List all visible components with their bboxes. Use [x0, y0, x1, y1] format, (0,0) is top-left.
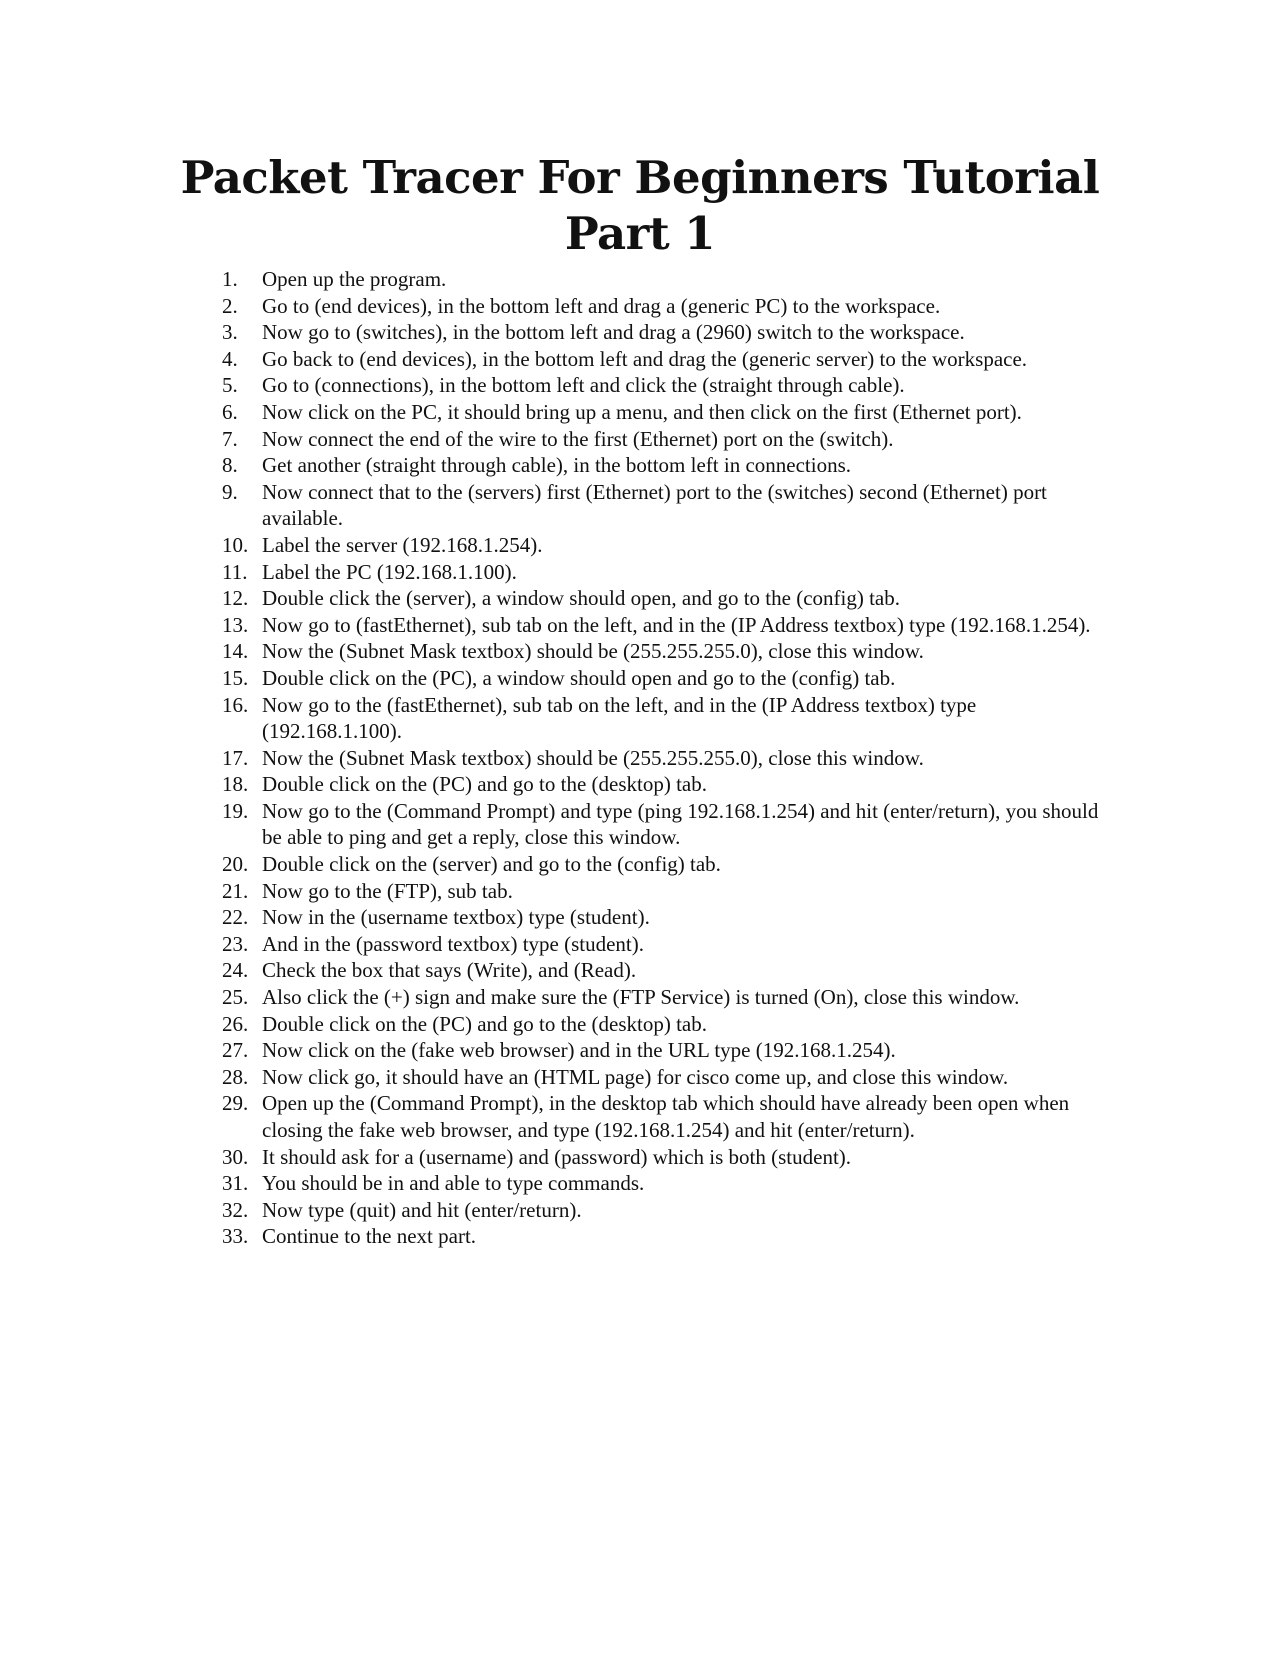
- step-number: 8.: [222, 453, 238, 478]
- step-number: 28.: [222, 1064, 249, 1089]
- step-text: Go to (connections), in the bottom left and click the (straight through cable).: [262, 373, 905, 398]
- step-text: Now go to the (Command Prompt) and type (ping 192.168.1.254) and hit (enter/return), you should be able to ping and get a reply, close this window.: [262, 798, 1099, 850]
- step-number: 12.: [222, 586, 249, 611]
- list-item: [222, 1144, 1102, 1171]
- step-text: You should be in and able to type commands.: [262, 1171, 645, 1196]
- list-item: [222, 346, 1102, 373]
- step-text: Check the box that says (Write), and (Read).: [262, 958, 637, 983]
- step-text: Now go to (switches), in the bottom left and drag a (2960) switch to the workspace.: [262, 320, 965, 345]
- step-text: Go back to (end devices), in the bottom left and drag the (generic server) to the workspace.: [262, 346, 1028, 371]
- list-item: [222, 1011, 1102, 1038]
- step-text: It should ask for a (username) and (password) which is both (student).: [262, 1144, 852, 1169]
- list-item: [222, 1037, 1102, 1064]
- step-number: 20.: [222, 852, 249, 877]
- list-item: [222, 638, 1102, 665]
- list-item: [222, 319, 1102, 346]
- list-item: [222, 798, 1102, 851]
- step-number: 21.: [222, 878, 249, 903]
- list-item: [222, 452, 1102, 479]
- step-number: 9.: [222, 479, 238, 504]
- step-text: Open up the program.: [262, 267, 447, 291]
- list-item: [222, 479, 1102, 532]
- page-title: [140, 150, 1140, 262]
- step-number: 14.: [222, 639, 249, 664]
- step-text: Double click on the (PC), a window should open and go to the (config) tab.: [262, 665, 896, 690]
- list-item: [222, 1197, 1102, 1224]
- list-item: [222, 957, 1102, 984]
- step-text: Double click on the (server) and go to the (config) tab.: [262, 852, 721, 877]
- step-text: Label the server (192.168.1.254).: [262, 532, 543, 557]
- step-text: Continue to the next part.: [262, 1224, 477, 1249]
- step-number: 24.: [222, 958, 249, 983]
- list-item: [222, 665, 1102, 692]
- step-number: 13.: [222, 612, 249, 637]
- list-item: [222, 904, 1102, 931]
- step-number: 18.: [222, 772, 249, 797]
- step-number: 29.: [222, 1091, 249, 1116]
- step-text: Now connect that to the (servers) first (Ethernet) port to the (switches) second (Ethernet) port available.: [262, 479, 1047, 531]
- list-item: [222, 851, 1102, 878]
- step-number: 6.: [222, 399, 238, 424]
- list-item: [222, 372, 1102, 399]
- step-number: 26.: [222, 1011, 249, 1036]
- list-item: [222, 612, 1102, 639]
- list-item: [222, 1223, 1102, 1250]
- step-number: 11.: [222, 559, 248, 584]
- list-item: [222, 878, 1102, 905]
- step-text: Also click the (+) sign and make sure the (FTP Service) is turned (On), close this window.: [262, 985, 1020, 1010]
- step-number: 2.: [222, 293, 238, 318]
- step-text: Double click the (server), a window should open, and go to the (config) tab.: [262, 586, 900, 611]
- step-text: Label the PC (192.168.1.100).: [262, 559, 517, 584]
- step-text: Now go to the (fastEthernet), sub tab on the left, and in the (IP Address textbox) type (192.168.1.100).: [262, 692, 977, 744]
- step-text: Get another (straight through cable), in the bottom left in connections.: [262, 453, 852, 478]
- list-item: [222, 771, 1102, 798]
- step-number: 25.: [222, 985, 249, 1010]
- step-number: 23.: [222, 931, 249, 956]
- step-number: 16.: [222, 692, 249, 717]
- step-number: 15.: [222, 665, 249, 690]
- list-item: [222, 266, 1102, 293]
- list-item: [222, 532, 1102, 559]
- step-number: 27.: [222, 1038, 249, 1063]
- step-text: Now the (Subnet Mask textbox) should be (255.255.255.0), close this window.: [262, 639, 924, 664]
- step-number: 19.: [222, 798, 249, 823]
- step-text: Now the (Subnet Mask textbox) should be (255.255.255.0), close this window.: [262, 745, 924, 770]
- step-text: Now go to the (FTP), sub tab.: [262, 878, 513, 903]
- step-text: Now connect the end of the wire to the first (Ethernet) port on the (switch).: [262, 426, 894, 451]
- list-item: [222, 1090, 1102, 1143]
- step-text: Now in the (username textbox) type (student).: [262, 905, 650, 930]
- step-text: Open up the (Command Prompt), in the desktop tab which should have already been open when closing the fake web browser, and type (192.168.1.254) and hit (enter/return).: [262, 1091, 1070, 1142]
- step-text: And in the (password textbox) type (student).: [262, 931, 645, 956]
- step-number: 1.: [222, 267, 238, 291]
- list-item: [222, 426, 1102, 453]
- step-text: Now click go, it should have an (HTML page) for cisco come up, and close this window.: [262, 1064, 1009, 1089]
- step-text: Now type (quit) and hit (enter/return).: [262, 1197, 582, 1222]
- steps-list: [222, 266, 1102, 1250]
- list-item: [222, 692, 1102, 745]
- step-number: 31.: [222, 1171, 249, 1196]
- step-text: Go to (end devices), in the bottom left and drag a (generic PC) to the workspace.: [262, 293, 941, 318]
- title-line-1: Packet Tracer For Beginners Tutorial: [180, 151, 1100, 204]
- step-text: Now go to (fastEthernet), sub tab on the left, and in the (IP Address textbox) type (192.168.1.254).: [262, 612, 1091, 637]
- step-text: Double click on the (PC) and go to the (desktop) tab.: [262, 1011, 707, 1036]
- step-number: 4.: [222, 346, 238, 371]
- step-number: 22.: [222, 905, 249, 930]
- step-number: 32.: [222, 1197, 249, 1222]
- step-text: Now click on the (fake web browser) and in the URL type (192.168.1.254).: [262, 1038, 896, 1063]
- step-number: 17.: [222, 745, 249, 770]
- list-item: [222, 1170, 1102, 1197]
- list-item: [222, 931, 1102, 958]
- title-line-2: Part 1: [564, 207, 716, 260]
- step-number: 3.: [222, 320, 238, 345]
- list-item: [222, 293, 1102, 320]
- list-item: [222, 585, 1102, 612]
- step-text: Double click on the (PC) and go to the (desktop) tab.: [262, 772, 707, 797]
- step-number: 10.: [222, 532, 249, 557]
- step-number: 33.: [222, 1224, 249, 1249]
- step-text: Now click on the PC, it should bring up a menu, and then click on the first (Ethernet port).: [262, 399, 1022, 424]
- step-number: 7.: [222, 426, 238, 451]
- list-item: [222, 1064, 1102, 1091]
- list-item: [222, 984, 1102, 1011]
- list-item: [222, 399, 1102, 426]
- list-item: [222, 745, 1102, 772]
- step-number: 5.: [222, 373, 238, 398]
- list-item: [222, 559, 1102, 586]
- step-number: 30.: [222, 1144, 249, 1169]
